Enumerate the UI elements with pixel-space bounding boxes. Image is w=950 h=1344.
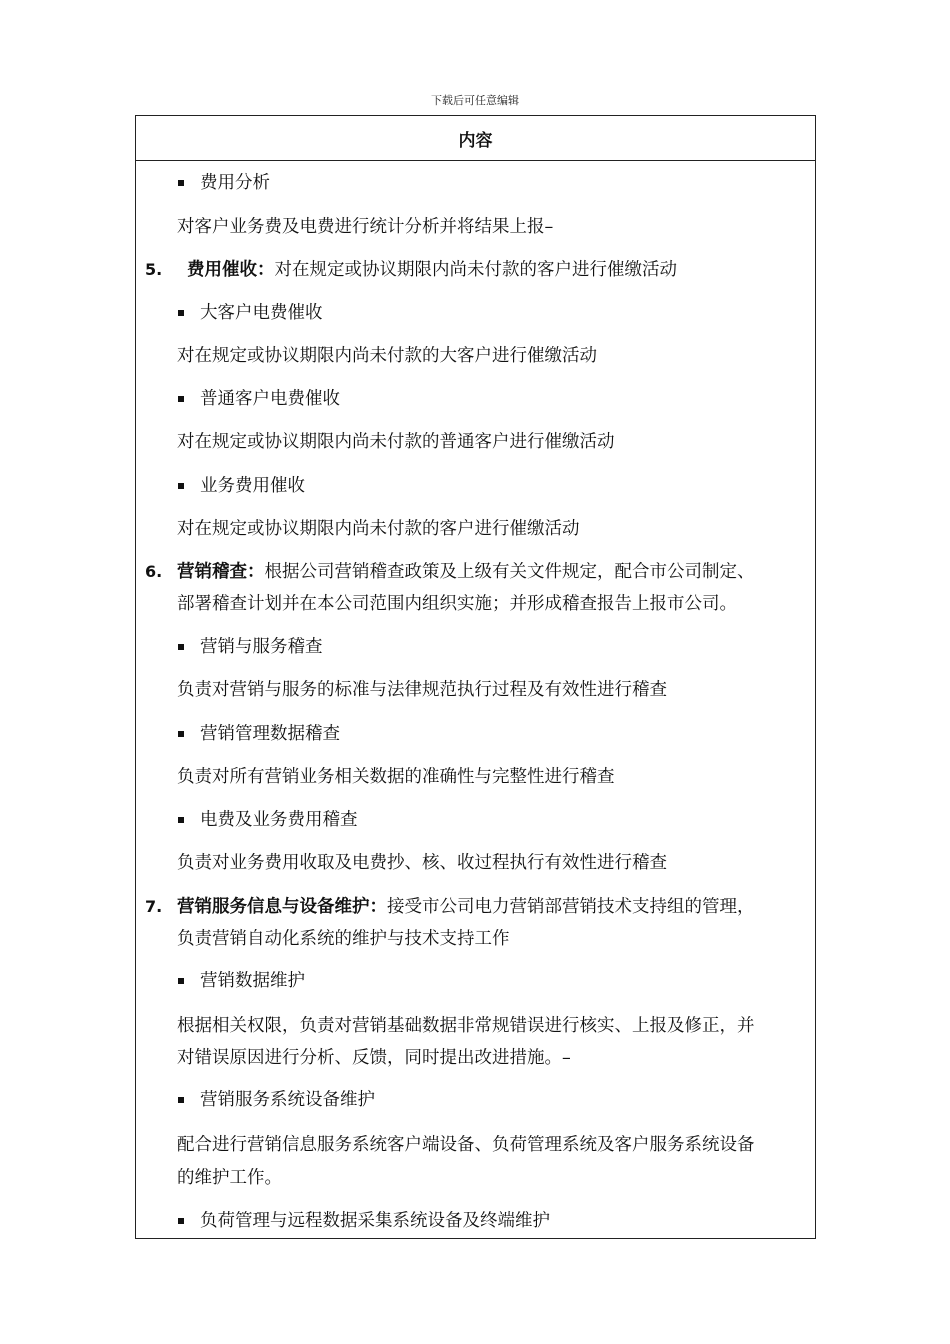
paragraph: 负责对业务费用收取及电费抄、核、收过程执行有效性进行稽查 xyxy=(177,853,667,873)
paragraph: 对在规定或协议期限内尚未付款的大客户进行催缴活动 xyxy=(177,346,597,366)
item-title: 营销服务信息与设备维护： xyxy=(177,897,387,917)
bullet-item: 电费及业务费用稽查 xyxy=(200,810,358,830)
bullet-icon xyxy=(178,731,184,737)
bullet-icon xyxy=(178,310,184,316)
bullet-icon xyxy=(178,817,184,823)
bullet-item: 大客户电费催收 xyxy=(200,303,323,323)
paragraph: 负责对营销与服务的标准与法律规范执行过程及有效性进行稽查 xyxy=(177,680,667,700)
item-title: 营销稽查： xyxy=(177,562,265,582)
paragraph: 部署稽查计划并在本公司范围内组织实施；并形成稽查报告上报市公司。 xyxy=(177,594,737,614)
numbered-item xyxy=(177,896,755,918)
paragraph: 对错误原因进行分析、反馈，同时提出改进措施。– xyxy=(177,1048,571,1068)
item-text: 接受市公司电力营销部营销技术支持组的管理， xyxy=(387,897,755,917)
paragraph: 负责对所有营销业务相关数据的准确性与完整性进行稽查 xyxy=(177,767,615,787)
paragraph: 对在规定或协议期限内尚未付款的客户进行催缴活动 xyxy=(177,519,580,539)
bullet-item: 营销与服务稽查 xyxy=(200,637,323,657)
bullet-item: 业务费用催收 xyxy=(200,476,305,496)
bullet-icon xyxy=(178,180,184,186)
watermark: 下载后可任意编辑 xyxy=(431,94,519,107)
numbered-item xyxy=(177,561,755,583)
paragraph: 配合进行营销信息服务系统客户端设备、负荷管理系统及客户服务系统设备 xyxy=(177,1135,755,1155)
item-number: 7. xyxy=(145,897,163,916)
paragraph: 负责营销自动化系统的维护与技术支持工作 xyxy=(177,929,510,949)
paragraph: 的维护工作。 xyxy=(177,1168,282,1188)
item-text: 对在规定或协议期限内尚未付款的客户进行催缴活动 xyxy=(274,260,677,280)
table-header: 内容 xyxy=(136,116,815,161)
content-table xyxy=(135,115,816,1239)
paragraph: 对客户业务费及电费进行统计分析并将结果上报– xyxy=(177,217,554,237)
bullet-icon xyxy=(178,396,184,402)
bullet-icon xyxy=(178,978,184,984)
item-number: 6. xyxy=(145,562,163,581)
bullet-item: 负荷管理与远程数据采集系统设备及终端维护 xyxy=(200,1211,550,1231)
item-text: 根据公司营销稽查政策及上级有关文件规定，配合市公司制定、 xyxy=(264,562,755,582)
bullet-icon xyxy=(178,644,184,650)
bullet-item: 普通客户电费催收 xyxy=(200,389,340,409)
paragraph: 对在规定或协议期限内尚未付款的普通客户进行催缴活动 xyxy=(177,432,615,452)
item-title: 费用催收： xyxy=(187,260,275,280)
bullet-icon xyxy=(178,1218,184,1224)
bullet-item: 费用分析 xyxy=(200,173,270,193)
numbered-item xyxy=(187,259,677,281)
bullet-item: 营销管理数据稽查 xyxy=(200,724,340,744)
bullet-item: 营销服务系统设备维护 xyxy=(200,1090,375,1110)
bullet-icon xyxy=(178,1097,184,1103)
bullet-item: 营销数据维护 xyxy=(200,971,305,991)
item-number: 5. xyxy=(145,260,163,279)
paragraph: 根据相关权限，负责对营销基础数据非常规错误进行核实、上报及修正，并 xyxy=(177,1016,755,1036)
bullet-icon xyxy=(178,483,184,489)
